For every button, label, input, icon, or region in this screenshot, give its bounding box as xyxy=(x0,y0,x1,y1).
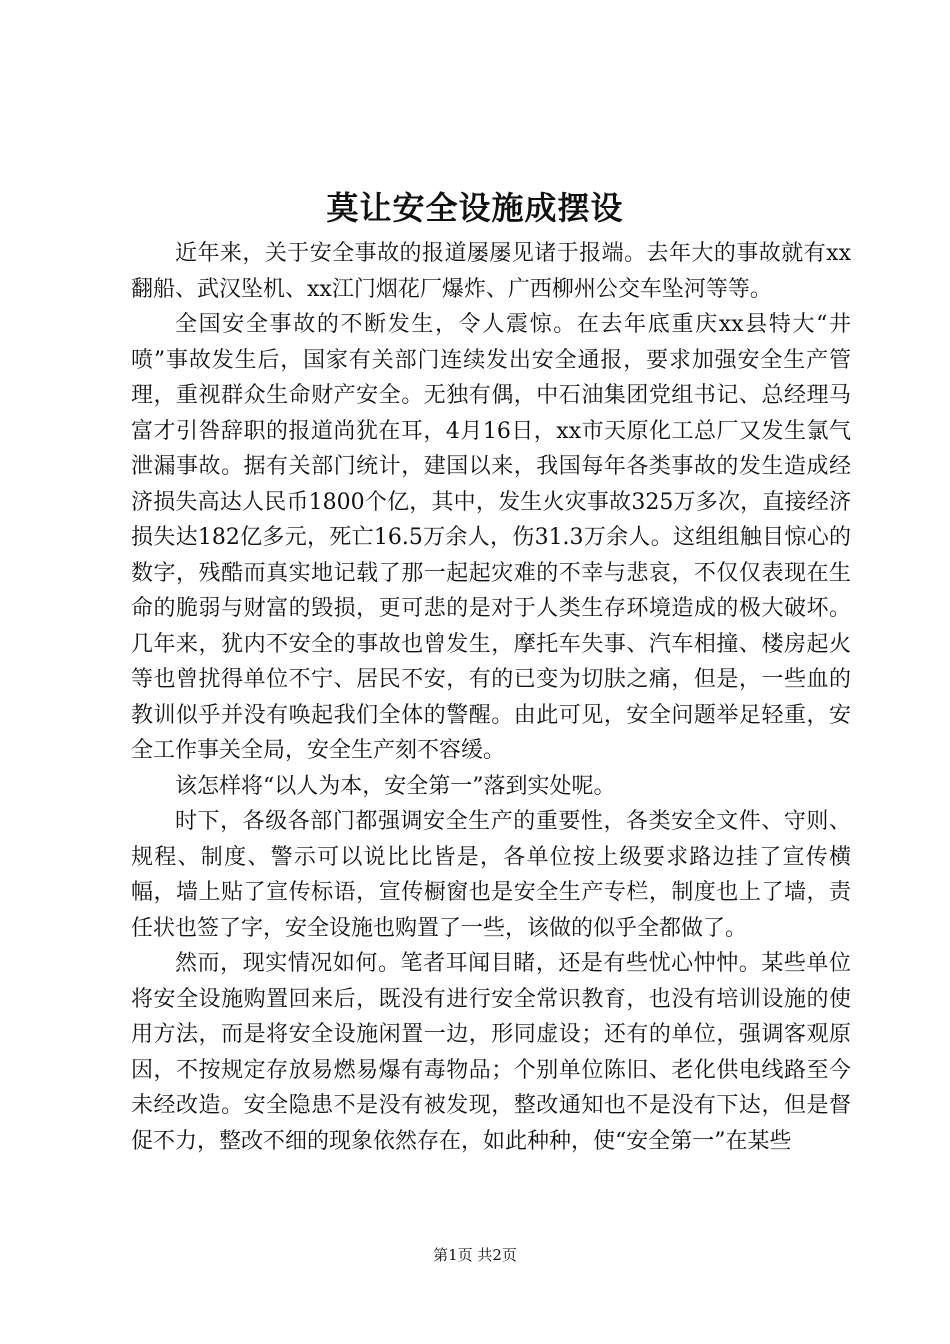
paragraph-3: 该怎样将“以人为本，安全第一”落到实处呢。 xyxy=(175,773,616,799)
paragraph-1: 近年来，关于安全事故的报道屡屡见诸于报端。去年大的事故就有xx翻船、武汉坠机、xx江门烟花厂爆炸、广西柳州公交车坠河等等。 xyxy=(131,241,851,302)
paragraph-2: 全国安全事故的不断发生，令人震惊。在去年底重庆xx县特大“井喷”事故发生后，国家有关部门连续发出安全通报，要求加强安全生产管理，重视群众生命财产安全。无独有偶，中石油集团党组书记、总经理马富才引咎辞职的报道尚犹在耳，4月16日，xx市天原化工总厂又发生氯气泄漏事故。据有关部门统计，建国以来，我国每年各类事故的发生造成经济损失高达人民币1800个亿，其中，发生火灾事故325万多次，直接经济损失达182亿多元，死亡16.5万余人，伤31.3万余人。这组组触目惊心的数字，残酷而真实地记载了那一起起灾难的不幸与悲哀，不仅仅表现在生命的脆弱与财富的毁损，更可悲的是对于人类生存环境造成的极大破坏。几年来，犹内不安全的事故也曾发生，摩托车失事、汽车相撞、楼房起火等也曾扰得单位不宁、居民不安，有的已变为切肤之痛，但是，一些血的教训似乎并没有唤起我们全体的警醒。由此可见，安全问题举足轻重，安全工作事关全局，安全生产刻不容缓。 xyxy=(131,312,851,763)
paragraph-5: 然而，现实情况如何。笔者耳闻目睹，还是有些忧心忡忡。某些单位将安全设施购置回来后，既没有进行安全常识教育，也没有培训设施的使用方法，而是将安全设施闲置一边，形同虚设；还有的单位，强调客观原因，不按规定存放易燃易爆有毒物品；个别单位陈旧、老化供电线路至今未经改造。安全隐患不是没有被发现，整改通知也不是没有下达，但是督促不力，整改不细的现象依然存在，如此种种，使“安全第一”在某些 xyxy=(131,951,851,1154)
article-body xyxy=(131,236,851,1159)
page-number-footer: 第1页 共2页 xyxy=(433,1246,517,1264)
page-title: 莫让安全设施成摆设 xyxy=(326,189,624,227)
paragraph-4: 时下，各级各部门都强调安全生产的重要性，各类安全文件、守则、规程、制度、警示可以说比比皆是，各单位按上级要求路边挂了宣传横幅，墙上贴了宣传标语，宣传橱窗也是安全生产专栏，制度也上了墙，责任状也签了字，安全设施也购置了一些，该做的似乎全都做了。 xyxy=(131,809,851,941)
